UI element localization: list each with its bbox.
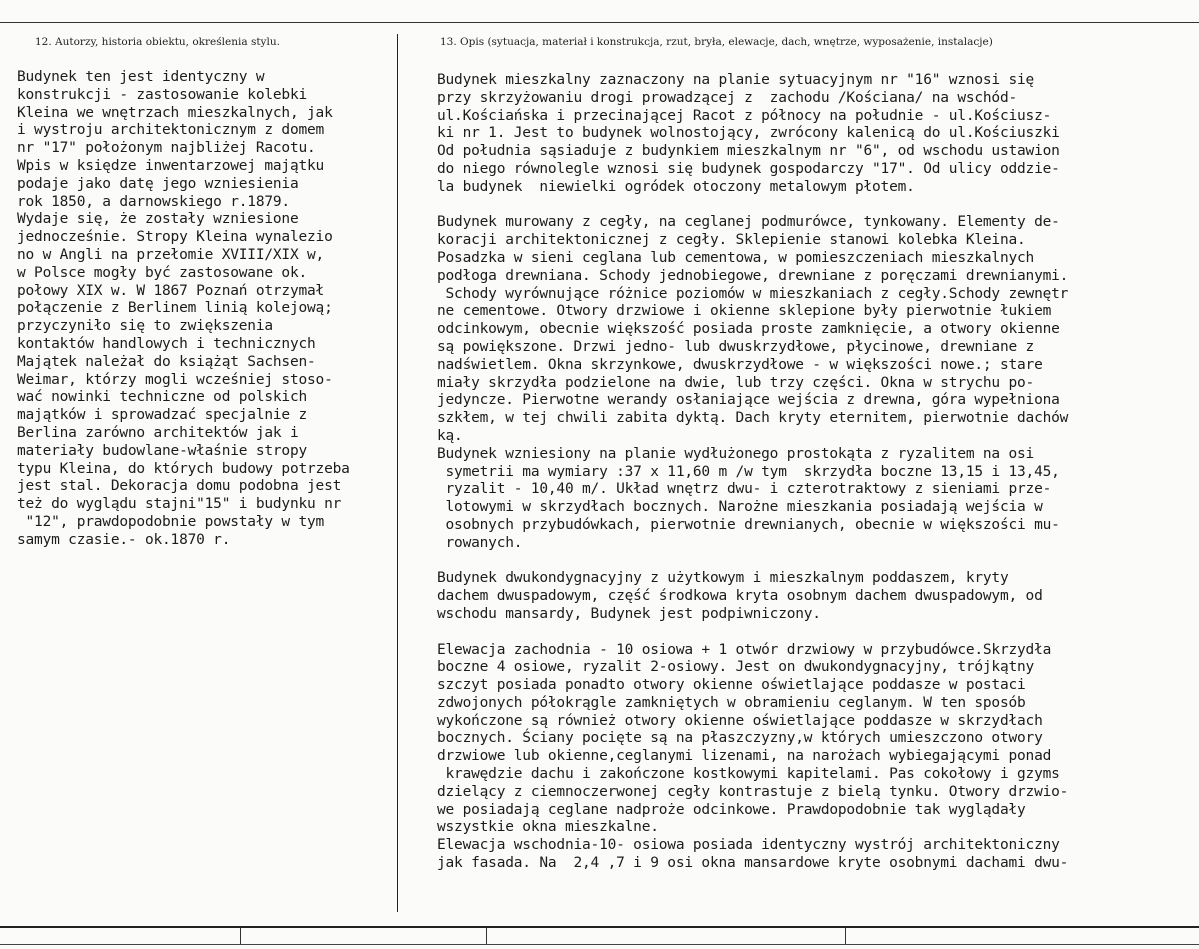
top-rule [0,22,1199,23]
paragraph [437,642,1199,873]
text-line: Majątek należał do książąt Sachsen- [17,353,316,370]
text-line: szczyt posiada ponadto otwory okienne oświetlające poddasze w postaci [437,677,1026,694]
text-line: są powiększone. Drzwi jedno- lub dwuskrzydłowe, płycinowe, drewniane z [437,338,1035,355]
text-line: Weimar, którzy mogli wcześniej stoso- [17,371,333,388]
paragraph-gap [437,553,1199,571]
text-line: wschodu mansardy, Budynek jest podpiwniczony. [437,605,821,622]
text-line: ne cementowe. Otwory drzwiowe i okienne sklepione były pierwotnie łukiem [437,303,1052,320]
text-line: boczne 4 osiowe, ryzalit 2-osiowy. Jest on dwukondygnacyjny, trójkątny [437,659,1035,676]
text-line: odcinkowym, obecnie większość posiada proste zamknięcie, a otwory okienne [437,321,1060,338]
text-line: Elewacja wschodnia-10- osiowa posiada identyczny wystrój architektoniczny [437,837,1060,854]
paragraph-gap [437,624,1199,642]
text-line: Wpis w księdze inwentarzowej majątku [17,157,325,174]
text-line: wykończone są również otwory okienne oświetlające poddasze w skrzydłach [437,712,1043,729]
paragraph [437,214,1199,552]
text-line: rowanych. [437,534,523,551]
text-line: rok 1850, a darnowskiego r.1879. [17,193,290,210]
text-line: do niego równolegle wznosi się budynek gospodarczy "17". Od ulicy oddzie- [437,160,1060,177]
text-line: kontaktów handlowych i technicznych [17,335,316,352]
section-12-heading: 12. Autorzy, historia obiektu, określenia stylu. [35,36,280,48]
text-line: połączenie z Berlinem linią kolejową; [17,300,333,317]
text-line: Budynek wzniesiony na planie wydłużonego prostokąta z ryzalitem na osi [437,445,1035,462]
text-line: majątków i sprowadzać specjalnie z [17,407,308,424]
text-line: ki nr 1. Jest to budynek wolnostojący, zwrócony kalenicą do ul.Kościuszki [437,125,1060,142]
paragraph-gap [437,197,1199,215]
text-line: i wystroju architektonicznym z domem [17,122,325,139]
form-cell-divider [486,928,487,944]
text-line: przy skrzyżowaniu drogi prowadzącej z zachodu /Kościana/ na wschód- [437,89,1018,106]
paragraph [437,570,1199,623]
text-line: jak fasada. Na 2,4 ,7 i 9 osi okna mansardowe kryte osobnymi dachami dwu- [437,855,1069,872]
text-line: symetrii ma wymiary :37 x 11,60 m /w tym skrzydła boczne 13,15 i 13,45, [437,463,1060,480]
text-line: ką. [437,427,463,444]
text-line: typu Kleina, do których budowy potrzeba [17,460,350,477]
text-line: w Polsce mogły być zastosowane ok. [17,264,308,281]
text-line: samym czasie.- ok.1870 r. [17,531,231,548]
text-line: Budynek dwukondygnacyjny z użytkowym i mieszkalnym poddaszem, kryty [437,570,1009,587]
text-line: Schody wyrównujące różnice poziomów w mieszkaniach z cegły.Schody zewnętr [437,285,1069,302]
text-line: bocznych. Ściany pocięte są na płaszczyzny,w których umieszczono otwory [437,730,1043,747]
text-line: konstrukcji - zastosowanie kolebki [17,86,308,103]
text-line: ryzalit - 10,40 m/. Układ wnętrz dwu- i czterotraktowy z sieniami prze- [437,481,1052,498]
text-line: przyczyniło się to zwiększenia [17,318,273,335]
text-line: jedyncze. Pierwotne werandy osłaniające wejścia z drewna, góra wypełniona [437,392,1060,409]
form-cell-divider [845,928,846,944]
text-line: lotowymi w skrzydłach bocznych. Narożne mieszkania posiadają wejścia w [437,499,1043,516]
text-line: jednocześnie. Stropy Kleina wynalezio [17,229,333,246]
text-line: połowy XIX w. W 1867 Poznań otrzymał [17,282,325,299]
text-line: podaje jako datę jego wzniesienia [17,175,299,192]
text-line: Budynek ten jest identyczny w [17,69,265,85]
text-line: Kleina we wnętrzach mieszkalnych, jak [17,104,333,121]
text-line: dzielący z ciemnoczerwonej cegły kontrastuje z bielą tynku. Otwory drzwio- [437,783,1069,800]
text-line: we posiadają ceglane nadproże odcinkowe. Prawdopodobnie tak wyglądały [437,801,1026,818]
text-line: Od południa sąsiaduje z budynkiem mieszkalnym nr "6", od wschodu ustawion [437,143,1060,160]
text-line: wać nowinki techniczne od polskich [17,389,308,406]
text-line: podłoga drewniana. Schody jednobiegowe, drewniane z poręczami drewnianymi. [437,267,1069,284]
bottom-rule-lower [0,944,1199,945]
text-line: Budynek mieszkalny zaznaczony na planie sytuacyjnym nr "16" wznosi się [437,72,1035,88]
text-line: jest stal. Dekoracja domu podobna jest [17,478,342,495]
bottom-rule [0,926,1199,928]
text-line: koracji architektonicznej z cegły. Sklepienie stanowi kolebka Kleina. [437,232,1026,249]
text-line: miały skrzydła podzielone na dwie, lub trzy części. Okna w strychu po- [437,374,1035,391]
text-line: nr "17" położonym najbliżej Racotu. [17,140,316,157]
text-line: "12", prawdopodobnie powstały w tym [17,513,325,530]
text-line: dachem dwuspadowym, część środkowa kryta osobnym dachem dwuspadowym, od [437,588,1043,605]
text-line: Budynek murowany z cegły, na ceglanej podmurówce, tynkowany. Elementy de- [437,214,1060,231]
text-line: drzwiowe lub okienne,ceglanymi lizenami, na narożach wybiegającymi ponad [437,748,1052,765]
text-line: zdwojonych półokrągle zamkniętych w obramieniu ceglanym. W ten sposób [437,694,1026,711]
description-text [437,72,1199,873]
section-13-heading: 13. Opis (sytuacja, materiał i konstrukcja, rzut, bryła, elewacje, dach, wnętrze, wyposażenie, instalacje) [440,36,993,48]
text-line: Wydaje się, że zostały wzniesione [17,211,299,228]
text-line: Elewacja zachodnia - 10 osiowa + 1 otwór drzwiowy w przybudówce.Skrzydła [437,641,1052,658]
text-line: wszystkie okna mieszkalne. [437,819,659,836]
text-line: krawędzie dachu i zakończone kostkowymi kapitelami. Pas cokołowy i gzyms [437,766,1060,783]
paragraph [437,72,1199,197]
history-text [17,69,393,550]
column-divider [397,34,398,912]
text-line: osobnych przybudówkach, pierwotnie drewnianych, obecnie w większości mu- [437,516,1060,533]
text-line: też do wyglądu stajni"15" i budynku nr [17,496,342,513]
text-line: ul.Kościańska i przecinającej Racot z północy na południe - ul.Kościusz- [437,107,1052,124]
text-line: la budynek niewielki ogródek otoczony metalowym płotem. [437,178,915,195]
form-cell-divider [240,928,241,944]
text-line: szkłem, w tej chwili zabita dyktą. Dach kryty eternitem, pierwotnie dachów [437,410,1069,427]
text-line: materiały budowlane-właśnie stropy [17,442,308,459]
text-line: Posadzka w sieni ceglana lub cementowa, w pomieszczeniach mieszkalnych [437,249,1035,266]
text-line: nadświetlem. Okna skrzynkowe, dwuskrzydłowe - w większości nowe.; stare [437,356,1043,373]
text-line: no w Angli na przełomie XVIII/XIX w, [17,246,325,263]
text-line: Berlina zarówno architektów jak i [17,424,299,441]
